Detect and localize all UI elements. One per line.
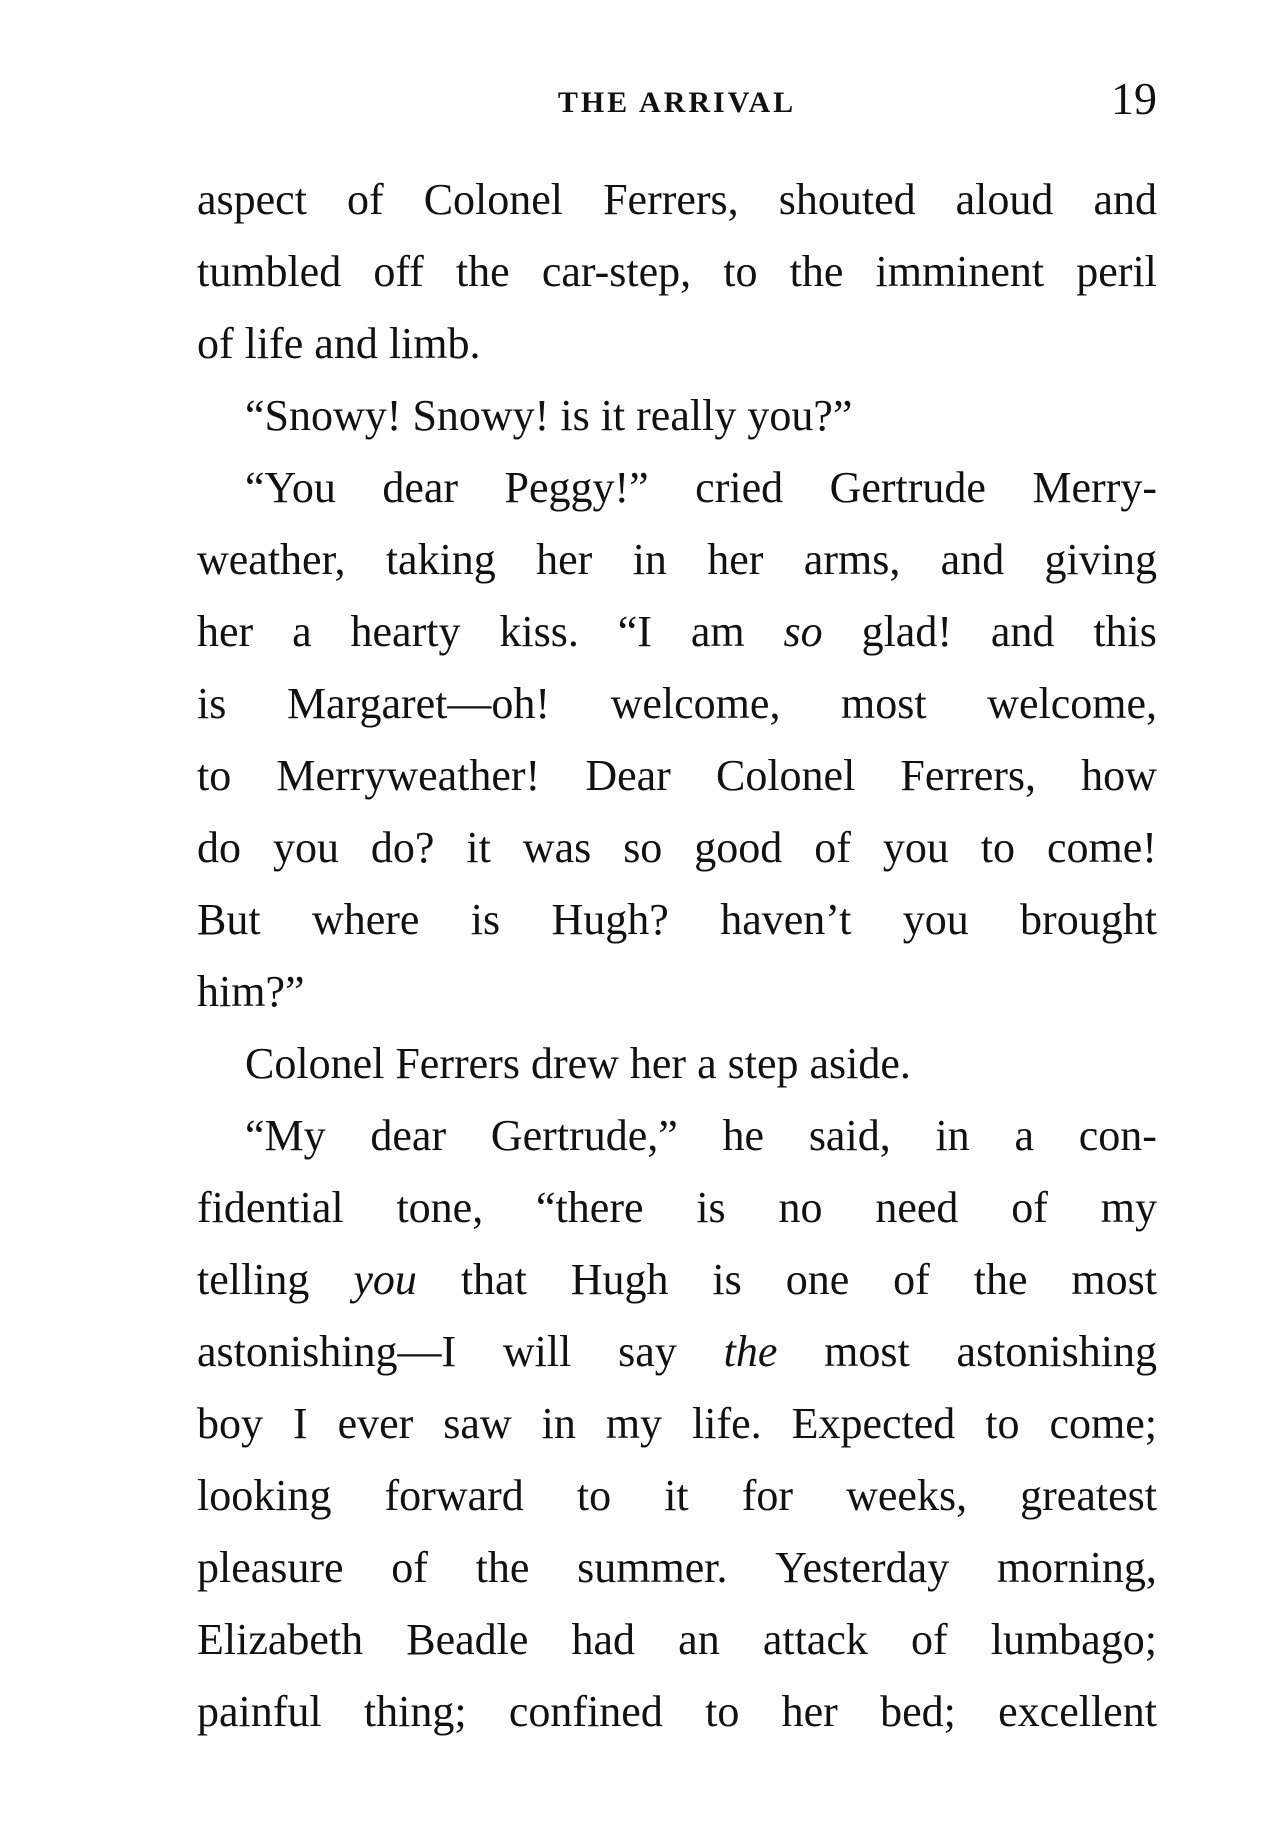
text-line: Elizabeth Beadle had an attack of lumbago; bbox=[197, 1615, 1157, 1664]
text-line: weather, taking her in her arms, and giving bbox=[197, 535, 1157, 584]
text-line: boy I ever saw in my life. Expected to come; bbox=[197, 1399, 1157, 1448]
text-line: astonishing—I will say the most astonishing bbox=[197, 1322, 1157, 1394]
text-line: painful thing; confined to her bed; excellent bbox=[197, 1687, 1157, 1736]
text-line: Colonel Ferrers drew her a step aside. bbox=[245, 1039, 911, 1088]
text-line: him?” bbox=[197, 967, 305, 1016]
italic-word: so bbox=[783, 607, 823, 656]
text-line: “My dear Gertrude,” he said, in a con- bbox=[245, 1111, 1157, 1160]
text-line: aspect of Colonel Ferrers, shouted aloud and bbox=[197, 175, 1157, 224]
text-line: looking forward to it for weeks, greatest bbox=[197, 1471, 1157, 1520]
italic-word: the bbox=[723, 1327, 778, 1376]
body-text bbox=[197, 170, 1157, 1754]
page-number: 19 bbox=[1111, 73, 1157, 124]
italic-word: you bbox=[353, 1255, 417, 1304]
text-line: But where is Hugh? haven’t you brought bbox=[197, 895, 1157, 944]
text-line: pleasure of the summer. Yesterday morning, bbox=[197, 1543, 1157, 1592]
running-head bbox=[197, 72, 1157, 132]
text-line: “You dear Peggy!” cried Gertrude Merry- bbox=[245, 463, 1157, 512]
text-line: her a hearty kiss. “I am so glad! and this bbox=[197, 602, 1157, 674]
text-line: to Merryweather! Dear Colonel Ferrers, how bbox=[197, 751, 1157, 800]
text-line: fidential tone, “there is no need of my bbox=[197, 1183, 1157, 1232]
text-line: “Snowy! Snowy! is it really you?” bbox=[245, 391, 853, 440]
text-line: tumbled off the car-step, to the imminent peril bbox=[197, 247, 1157, 296]
text-line: telling you that Hugh is one of the most bbox=[197, 1250, 1157, 1322]
text-line: is Margaret—oh! welcome, most welcome, bbox=[197, 679, 1157, 728]
running-title: THE ARRIVAL bbox=[557, 86, 797, 119]
text-line: of life and limb. bbox=[197, 319, 481, 368]
text-line: do you do? it was so good of you to come! bbox=[197, 823, 1157, 872]
